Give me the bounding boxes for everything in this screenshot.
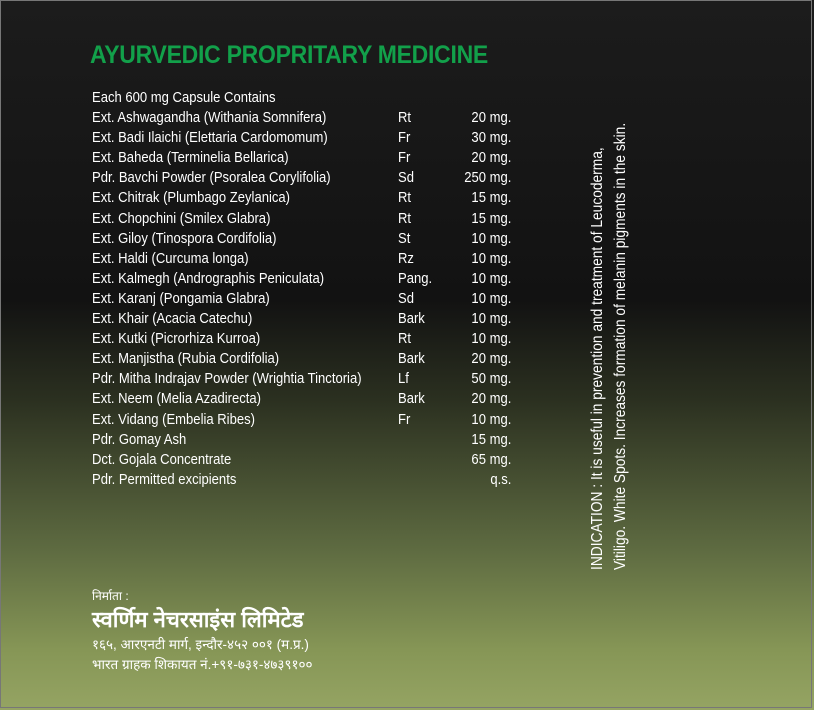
ingredient-quantity: 10 mg. bbox=[471, 331, 511, 348]
ingredient-name: Ext. Giloy (Tinospora Cordifolia) bbox=[92, 230, 277, 247]
ingredient-quantity: 15 mg. bbox=[471, 190, 511, 207]
ingredient-row bbox=[92, 289, 522, 309]
ingredient-row bbox=[92, 209, 522, 229]
ingredient-quantity: 50 mg. bbox=[471, 371, 511, 388]
ingredient-row bbox=[92, 430, 522, 450]
ingredient-part: Fr bbox=[398, 130, 411, 147]
ingredient-row bbox=[92, 450, 522, 470]
ingredient-part: Rt bbox=[398, 110, 412, 127]
ingredient-name: Ext. Baheda (Terminelia Bellarica) bbox=[92, 150, 289, 167]
ingredient-quantity: q.s. bbox=[489, 471, 511, 488]
ingredient-part: Bark bbox=[398, 351, 425, 368]
ingredient-part: Rt bbox=[398, 190, 412, 207]
indication-line-2: Vitiligo. White Spots. Increases formation of melanin pigments in the skin. bbox=[612, 122, 629, 570]
ingredient-row bbox=[92, 128, 522, 148]
composition-table bbox=[92, 88, 522, 490]
manufacturer-label: निर्माता : bbox=[92, 589, 129, 603]
ingredient-list bbox=[92, 108, 522, 490]
product-category-title: AYURVEDIC PROPRITARY MEDICINE bbox=[90, 41, 488, 69]
indication-block bbox=[586, 70, 632, 570]
ingredient-part: Lf bbox=[398, 371, 409, 388]
manufacturer-block bbox=[92, 588, 313, 675]
ingredient-quantity: 10 mg. bbox=[471, 250, 511, 267]
ingredient-name: Ext. Manjistha (Rubia Cordifolia) bbox=[92, 351, 280, 368]
ingredient-quantity: 20 mg. bbox=[471, 150, 511, 167]
customer-helpline: भारत ग्राहक शिकायत नं.+९१-७३१-४७३९१०० bbox=[92, 657, 313, 672]
ingredient-row bbox=[92, 329, 522, 349]
ingredient-quantity: 10 mg. bbox=[471, 230, 511, 247]
ingredient-name: Ext. Chopchini (Smilex Glabra) bbox=[92, 210, 271, 227]
ingredient-quantity: 15 mg. bbox=[471, 210, 511, 227]
ingredient-part: Rz bbox=[398, 250, 414, 267]
ingredient-row bbox=[92, 188, 522, 208]
ingredient-row bbox=[92, 309, 522, 329]
ingredient-quantity: 10 mg. bbox=[471, 290, 511, 307]
ingredient-name: Ext. Badi Ilaichi (Elettaria Cardomomum) bbox=[92, 130, 328, 147]
ingredient-part: St bbox=[398, 230, 411, 247]
ingredient-name: Ext. Vidang (Embelia Ribes) bbox=[92, 411, 255, 428]
manufacturer-address: १६५, आरएनटी मार्ग, इन्दौर-४५२ ००१ (म.प्र.) bbox=[92, 637, 309, 652]
ingredient-name: Ext. Chitrak (Plumbago Zeylanica) bbox=[92, 190, 290, 207]
manufacturer-name: स्वर्णिम नेचरसाइंस लिमिटेड bbox=[92, 607, 304, 632]
composition-header: Each 600 mg Capsule Contains bbox=[92, 90, 276, 106]
ingredient-name: Ext. Kalmegh (Andrographis Peniculata) bbox=[92, 270, 325, 287]
ingredient-name: Ext. Neem (Melia Azadirecta) bbox=[92, 391, 261, 408]
ingredient-quantity: 30 mg. bbox=[471, 130, 511, 147]
ingredient-row bbox=[92, 369, 522, 389]
ingredient-row bbox=[92, 168, 522, 188]
ingredient-part: Sd bbox=[398, 290, 414, 307]
composition-header-row bbox=[92, 88, 522, 108]
ingredient-quantity: 20 mg. bbox=[471, 110, 511, 127]
ingredient-quantity: 65 mg. bbox=[471, 451, 511, 468]
ingredient-name: Pdr. Gomay Ash bbox=[92, 431, 187, 448]
ingredient-quantity: 15 mg. bbox=[471, 431, 511, 448]
ingredient-name: Ext. Karanj (Pongamia Glabra) bbox=[92, 290, 270, 307]
ingredient-quantity: 20 mg. bbox=[471, 351, 511, 368]
ingredient-row bbox=[92, 410, 522, 430]
ingredient-part: Fr bbox=[398, 411, 411, 428]
ingredient-row bbox=[92, 470, 522, 490]
ingredient-part: Fr bbox=[398, 150, 411, 167]
indication-line-1: INDICATION : It is useful in prevention and treatment of Leucoderma, bbox=[589, 147, 606, 570]
ingredient-quantity: 10 mg. bbox=[471, 411, 511, 428]
ingredient-part: Sd bbox=[398, 170, 414, 187]
ingredient-row bbox=[92, 108, 522, 128]
ingredient-name: Ext. Ashwagandha (Withania Somnifera) bbox=[92, 110, 327, 127]
ingredient-quantity: 250 mg. bbox=[463, 170, 511, 187]
ingredient-row bbox=[92, 148, 522, 168]
ingredient-row bbox=[92, 269, 522, 289]
ingredient-quantity: 10 mg. bbox=[471, 270, 511, 287]
ingredient-part: Bark bbox=[398, 391, 425, 408]
ingredient-row bbox=[92, 229, 522, 249]
ingredient-quantity: 20 mg. bbox=[471, 391, 511, 408]
ingredient-row bbox=[92, 249, 522, 269]
ingredient-row bbox=[92, 389, 522, 409]
ingredient-part: Pang. bbox=[398, 270, 433, 287]
ingredient-name: Ext. Haldi (Curcuma longa) bbox=[92, 250, 249, 267]
ingredient-name: Pdr. Permitted excipients bbox=[92, 471, 237, 488]
ingredient-name: Ext. Kutki (Picrorhiza Kurroa) bbox=[92, 331, 261, 348]
ingredient-quantity: 10 mg. bbox=[471, 311, 511, 328]
ingredient-part: Bark bbox=[398, 311, 425, 328]
ingredient-name: Ext. Khair (Acacia Catechu) bbox=[92, 311, 253, 328]
ingredient-name: Pdr. Bavchi Powder (Psoralea Corylifolia) bbox=[92, 170, 331, 187]
ingredient-name: Pdr. Mitha Indrajav Powder (Wrightia Tinctoria) bbox=[92, 371, 362, 388]
ingredient-name: Dct. Gojala Concentrate bbox=[92, 451, 232, 468]
ingredient-row bbox=[92, 349, 522, 369]
ingredient-part: Rt bbox=[398, 331, 412, 348]
ingredient-part: Rt bbox=[398, 210, 412, 227]
